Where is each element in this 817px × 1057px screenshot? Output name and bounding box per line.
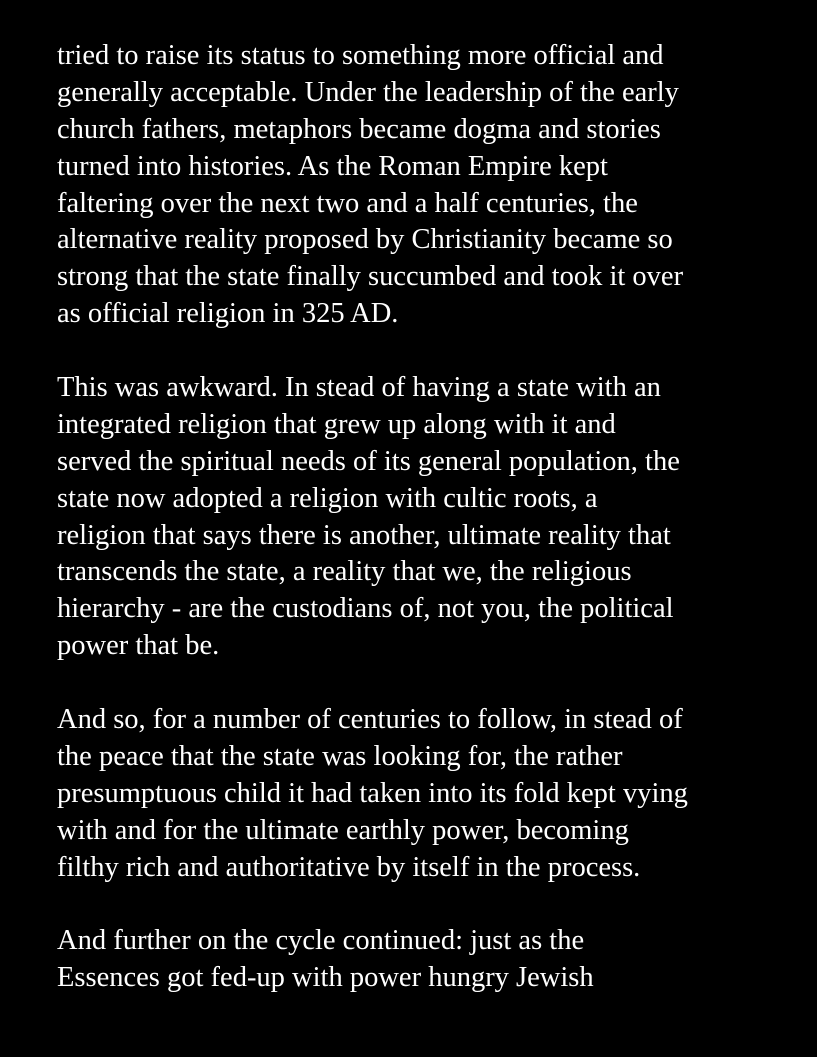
text-line: power that be. xyxy=(57,630,220,662)
paragraph-3 xyxy=(57,702,797,886)
text-line: the peace that the state was looking for, the rather xyxy=(57,740,623,772)
text-line: strong that the state finally succumbed and took it over xyxy=(57,261,684,293)
text-line: generally acceptable. Under the leadership of the early xyxy=(57,76,679,108)
text-line: Essences got fed-up with power hungry Jewish xyxy=(57,962,594,994)
paragraph-1 xyxy=(57,38,797,333)
text-line: This was awkward. In stead of having a state with an xyxy=(57,372,661,404)
text-line: hierarchy - are the custodians of, not you, the political xyxy=(57,593,674,625)
text-line: as official religion in 325 AD. xyxy=(57,298,399,330)
text-line: religion that says there is another, ultimate reality that xyxy=(57,519,671,551)
text-line: tried to raise its status to something more official and xyxy=(57,40,664,71)
paragraph-2 xyxy=(57,370,797,665)
text-line: faltering over the next two and a half centuries, the xyxy=(57,187,638,219)
text-line: alternative reality proposed by Christianity became so xyxy=(57,224,673,256)
text-line: filthy rich and authoritative by itself in the process. xyxy=(57,851,641,883)
text-line: presumptuous child it had taken into its fold kept vying xyxy=(57,777,688,809)
text-line: with and for the ultimate earthly power, becoming xyxy=(57,814,629,846)
text-line: And so, for a number of centuries to follow, in stead of xyxy=(57,704,683,736)
text-line: turned into histories. As the Roman Empire kept xyxy=(57,150,608,182)
text-line: And further on the cycle continued: just as the xyxy=(57,925,585,957)
text-line: church fathers, metaphors became dogma and stories xyxy=(57,113,661,145)
text-line: integrated religion that grew up along with it and xyxy=(57,408,616,440)
text-line: transcends the state, a reality that we, the religious xyxy=(57,556,632,588)
text-line: state now adopted a religion with cultic roots, a xyxy=(57,482,598,514)
text-line: served the spiritual needs of its general population, the xyxy=(57,445,680,477)
paragraph-4 xyxy=(57,923,797,997)
body-text xyxy=(57,38,797,1034)
